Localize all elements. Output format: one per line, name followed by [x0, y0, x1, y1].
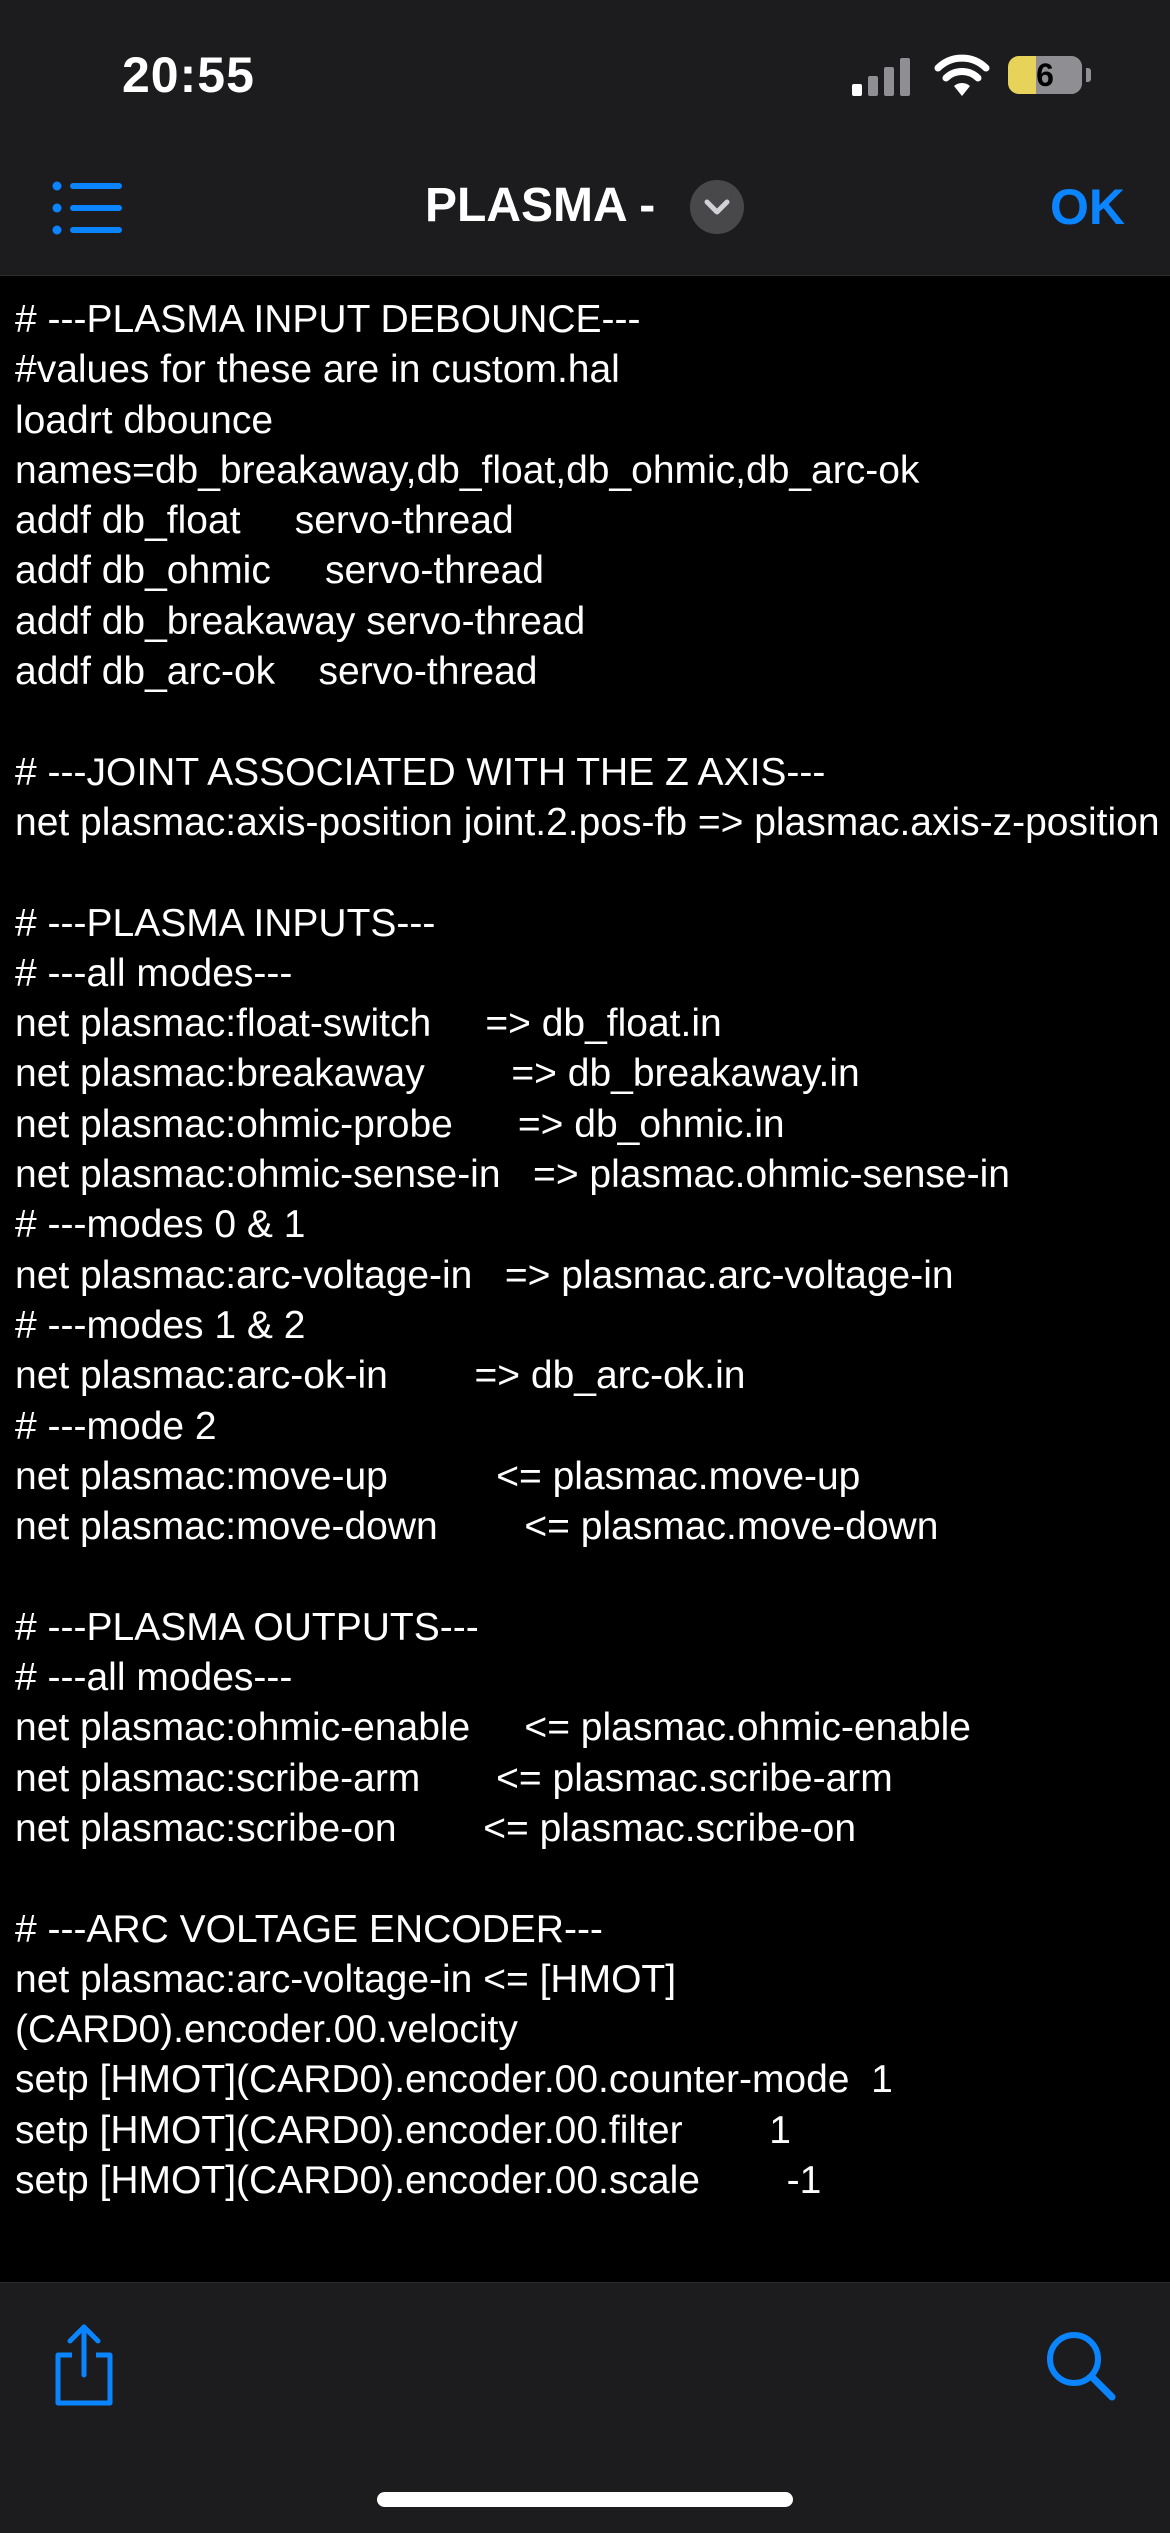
- wifi-icon: [934, 54, 990, 96]
- battery-indicator: [1008, 56, 1082, 94]
- document-text[interactable]: # ---PLASMA INPUT DEBOUNCE--- #values for these are in custom.hal loadrt dbounce names=db_breakaway,db_float,db_ohmic,db_arc-ok addf db_float servo-thread addf db_ohmic servo-thread addf db_breakaway servo-thread addf db_arc-ok servo-thread # ---JOINT ASSOCIATED WITH THE Z AXIS--- net plasmac:axis-position joint.2.pos-fb => plasmac.axis-z-position # ---PLASMA INPUTS--- # ---all modes--- net plasmac:float-switch => db_float.in net plasmac:breakaway => db_breakaway.in net plasmac:ohmic-probe => db_ohmic.in net plasmac:ohmic-sense-in => plasmac.ohmic-sense-in # ---modes 0 & 1 net plasmac:arc-voltage-in => plasmac.arc-voltage-in # ---modes 1 & 2 net plasmac:arc-ok-in => db_arc-ok.in # ---mode 2 net plasmac:move-up <= plasmac.move-up net plasmac:move-down <= plasmac.move-down # ---PLASMA OUTPUTS--- # ---all modes--- net plasmac:ohmic-enable <= plasmac.ohmic-enable net plasmac:scribe-arm <= plasmac.scribe-arm net plasmac:scribe-on <= plasmac.scribe-on # ---ARC VOLTAGE ENCODER--- net plasmac:arc-voltage-in <= [HMOT](CARD0).encoder.00.velocity setp [HMOT](CARD0).encoder.00.counter-mode 1 setp [HMOT](CARD0).encoder.00.filter 1 setp [HMOT](CARD0).encoder.00.scale -1: [15, 298, 1160, 2202]
- status-bar: [0, 0, 1170, 150]
- chevron-down-icon: [690, 180, 744, 234]
- list-menu-icon[interactable]: [52, 176, 124, 240]
- navigation-bar: [0, 150, 1170, 276]
- title-dropdown-button[interactable]: [690, 180, 744, 234]
- share-icon[interactable]: [50, 2323, 118, 2407]
- document-title[interactable]: PLASMA -: [425, 179, 669, 232]
- text-editor[interactable]: [0, 276, 1170, 2275]
- battery-level: 6: [1036, 57, 1054, 93]
- ok-button[interactable]: OK: [1050, 179, 1125, 235]
- cellular-signal-icon: [852, 58, 910, 96]
- battery-nub: [1086, 68, 1091, 82]
- status-time: 20:55: [122, 47, 255, 103]
- home-indicator[interactable]: [377, 2492, 793, 2507]
- search-icon[interactable]: [1044, 2329, 1116, 2401]
